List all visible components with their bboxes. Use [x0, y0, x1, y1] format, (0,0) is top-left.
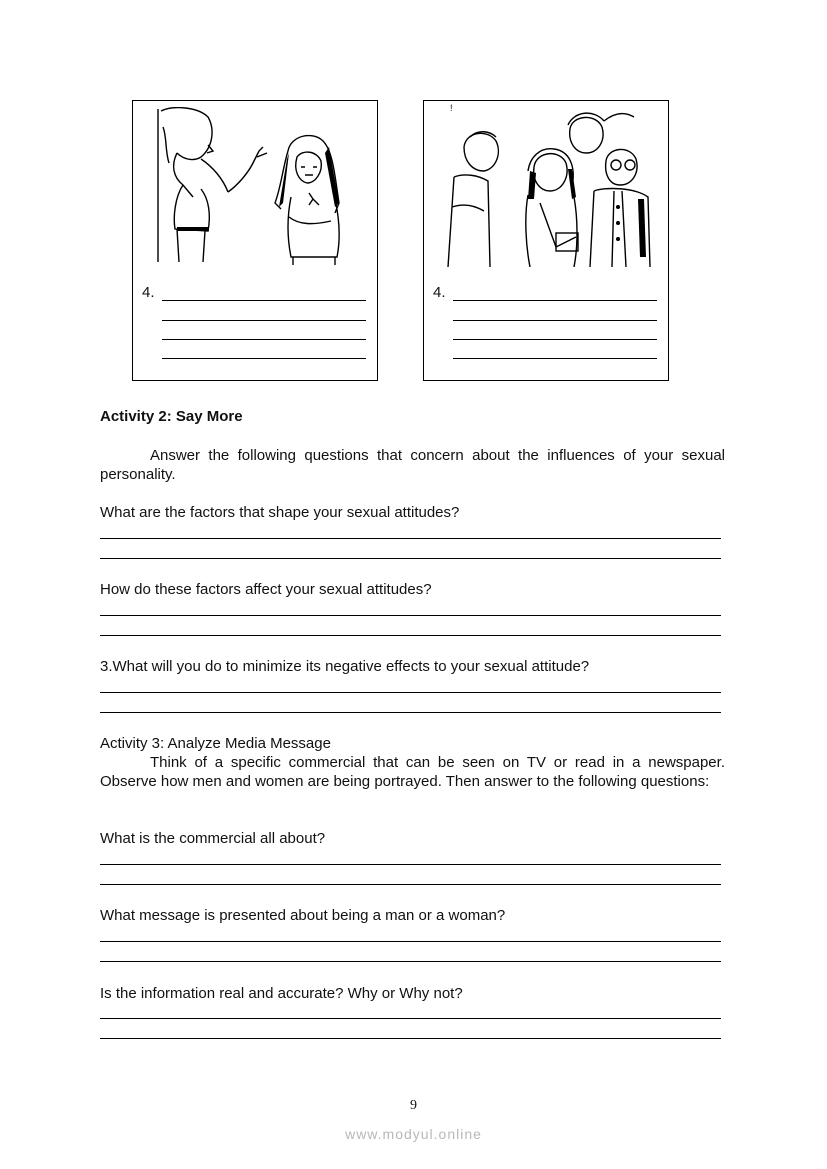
answer-line[interactable] [162, 339, 366, 340]
answer-line[interactable] [100, 558, 721, 559]
activity-3-intro: Think of a specific commercial that can be seen on TV or read in a newspaper. Observe how men and women are being portrayed. Then answer to the following questions: [100, 754, 725, 790]
panel-mark: ! [450, 103, 453, 113]
activity-3-heading: Activity 3: Analyze Media Message [100, 735, 331, 752]
answer-line[interactable] [100, 1038, 721, 1039]
watermark: www.modyul.online [345, 1126, 482, 1142]
answer-line[interactable] [162, 358, 366, 359]
answer-line[interactable] [100, 615, 721, 616]
group-of-teens-illustration [444, 107, 654, 267]
answer-line[interactable] [453, 358, 657, 359]
answer-line[interactable] [453, 300, 657, 301]
illustration-panel-left [132, 100, 378, 381]
question-text: What message is presented about being a man or a woman? [100, 907, 506, 924]
answer-line[interactable] [162, 300, 366, 301]
woman-scolding-girl-illustration [153, 107, 363, 267]
answer-line[interactable] [100, 692, 721, 693]
answer-line[interactable] [100, 1018, 721, 1019]
activity-2-intro: Answer the following questions that concern about the influences of your sexual personality. [100, 447, 725, 483]
panel-item-number: 4. [142, 284, 155, 301]
answer-line[interactable] [100, 538, 721, 539]
question-text: What are the factors that shape your sexual attitudes? [100, 504, 460, 521]
panel-item-number: 4. [433, 284, 446, 301]
answer-line[interactable] [162, 320, 366, 321]
answer-line[interactable] [100, 884, 721, 885]
answer-line[interactable] [100, 712, 721, 713]
activity-2-heading: Activity 2: Say More [100, 408, 243, 425]
question-text: 3.What will you do to minimize its negative effects to your sexual attitude? [100, 658, 590, 675]
answer-line[interactable] [100, 961, 721, 962]
question-text: What is the commercial all about? [100, 830, 326, 847]
page-number: 9 [410, 1098, 417, 1113]
answer-line[interactable] [453, 320, 657, 321]
answer-line[interactable] [100, 941, 721, 942]
answer-line[interactable] [100, 864, 721, 865]
illustration-panel-right [423, 100, 669, 381]
answer-line[interactable] [100, 635, 721, 636]
question-text: Is the information real and accurate? Why or Why not? [100, 985, 463, 1002]
question-text: How do these factors affect your sexual attitudes? [100, 581, 432, 598]
answer-line[interactable] [453, 339, 657, 340]
